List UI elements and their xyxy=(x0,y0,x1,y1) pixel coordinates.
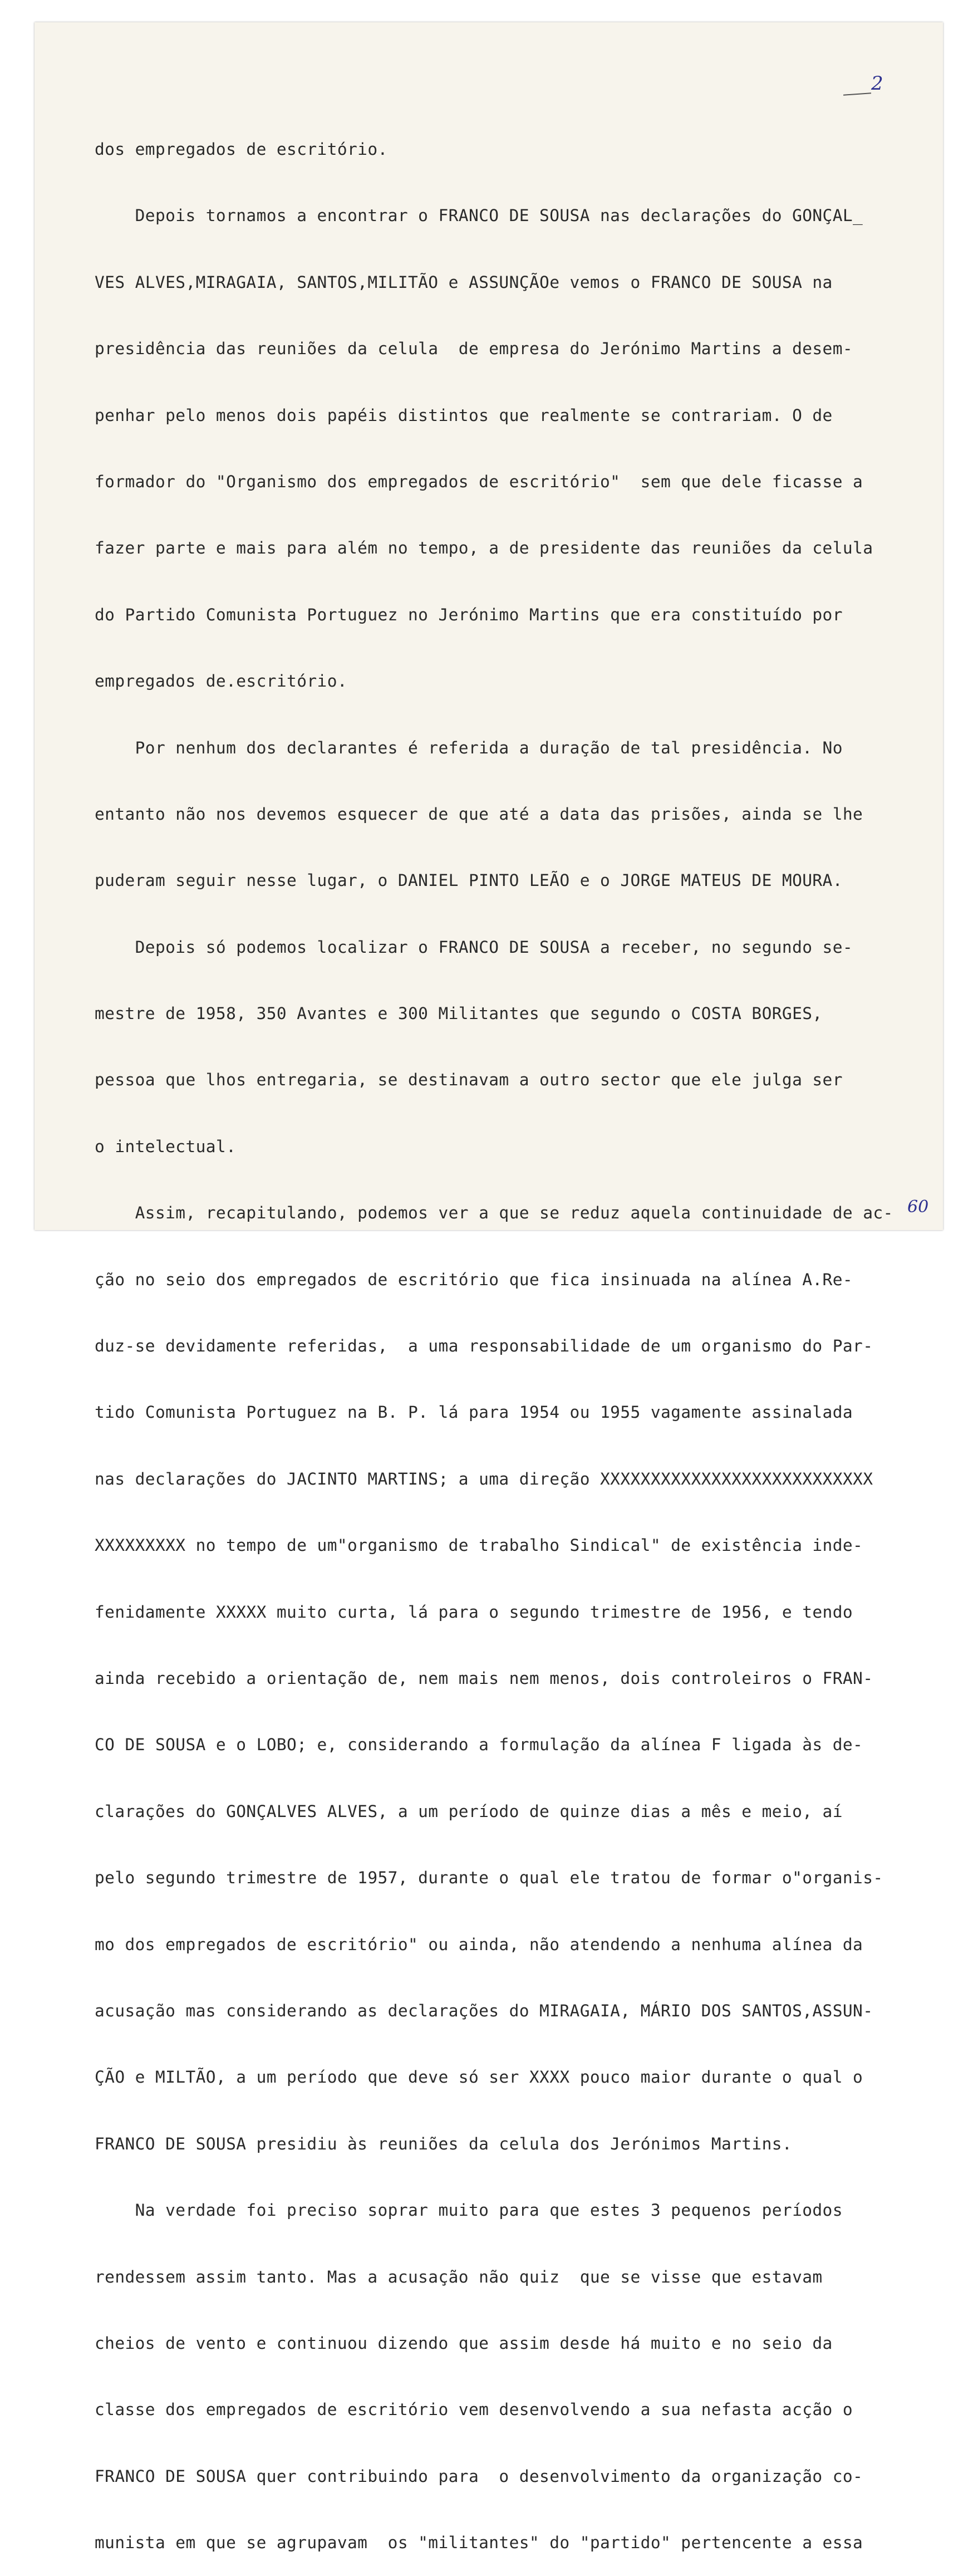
text-line: penhar pelo menos dois papéis distintos que realmente se contrariam. O de xyxy=(95,405,833,425)
text-line: puderam seguir nesse lugar, o DANIEL PINTO LEÃO e o JORGE MATEUS DE MOURA. xyxy=(95,871,843,890)
text-line: FRANCO DE SOUSA presidiu às reuniões da celula dos Jerónimos Martins. xyxy=(95,2134,793,2153)
text-line: ainda recebido a orientação de, nem mais nem menos, dois controleiros o FRAN- xyxy=(95,1668,873,1688)
text-line: ção no seio dos empregados de escritório que fica insinuada na alínea A.Re- xyxy=(95,1270,853,1289)
text-line: FRANCO DE SOUSA quer contribuindo para o desenvolvimento da organização co- xyxy=(95,2466,863,2486)
text-line: clarações do GONÇALVES ALVES, a um período de quinze dias a mês e meio, aí xyxy=(95,1801,843,1821)
text-line: mestre de 1958, 350 Avantes e 300 Militantes que segundo o COSTA BORGES, xyxy=(95,1004,823,1023)
text-line: ÇÃO e MILTÃO, a um período que deve só ser XXXX pouco maior durante o qual o xyxy=(95,2068,863,2087)
text-line: fazer parte e mais para além no tempo, a de presidente das reuniões da celula xyxy=(95,538,873,558)
text-line: Por nenhum dos declarantes é referida a duração de tal presidência. No xyxy=(95,738,843,757)
handwritten-folio-number: 60 xyxy=(907,1197,929,1217)
text-line: dos empregados de escritório. xyxy=(95,140,388,159)
text-line: munista em que se agrupavam os "militantes" do "partido" pertencente a essa xyxy=(95,2533,863,2553)
text-line: pelo segundo trimestre de 1957, durante o qual ele tratou de formar o"organis- xyxy=(95,1868,883,1888)
text-line: cheios de vento e continuou dizendo que assim desde há muito e no seio da xyxy=(95,2333,833,2353)
text-line: presidência das reuniões da celula de empresa do Jerónimo Martins a desem- xyxy=(95,339,853,359)
text-line: tido Comunista Portuguez na B. P. lá para 1954 ou 1955 vagamente assinalada xyxy=(95,1403,853,1422)
text-line: Depois tornamos a encontrar o FRANCO DE SOUSA nas declarações do GONÇAL_ xyxy=(95,206,863,226)
text-line: duz-se devidamente referidas, a uma responsabilidade de um organismo do Par- xyxy=(95,1336,873,1356)
text-line: o intelectual. xyxy=(95,1137,237,1156)
typewritten-body xyxy=(95,97,930,2576)
handwritten-page-number: 2 xyxy=(871,72,883,95)
text-line: do Partido Comunista Portuguez no Jerónimo Martins que era constituído por xyxy=(95,605,843,624)
text-line: classe dos empregados de escritório vem desenvolvendo a sua nefasta acção o xyxy=(95,2400,853,2420)
text-line: XXXXXXXXX no tempo de um"organismo de trabalho Sindical" de existência inde- xyxy=(95,1536,863,1555)
text-line: fenidamente XXXXX muito curta, lá para o segundo trimestre de 1956, e tendo xyxy=(95,1602,853,1622)
text-line: empregados de.escritório. xyxy=(95,672,348,691)
text-line: Assim, recapitulando, podemos ver a que se reduz aquela continuidade de ac- xyxy=(95,1203,893,1223)
text-line: rendessem assim tanto. Mas a acusação não quiz que se visse que estavam xyxy=(95,2267,823,2286)
text-line: Na verdade foi preciso soprar muito para que estes 3 pequenos períodos xyxy=(95,2201,843,2220)
text-line: Depois só podemos localizar o FRANCO DE SOUSA a receber, no segundo se- xyxy=(95,937,853,957)
text-line: acusação mas considerando as declarações do MIRAGAIA, MÁRIO DOS SANTOS,ASSUN- xyxy=(95,2001,873,2020)
text-line: pessoa que lhos entregaria, se destinavam a outro sector que ele julga ser xyxy=(95,1070,843,1090)
text-line: nas declarações do JACINTO MARTINS; a uma direção XXXXXXXXXXXXXXXXXXXXXXXXXXX xyxy=(95,1469,873,1488)
text-line: entanto não nos devemos esquecer de que até a data das prisões, ainda se lhe xyxy=(95,804,863,824)
text-line: VES ALVES,MIRAGAIA, SANTOS,MILITÃO e ASSUNÇÃOe vemos o FRANCO DE SOUSA na xyxy=(95,272,833,292)
text-line: formador do "Organismo dos empregados de escritório" sem que dele ficasse a xyxy=(95,472,863,491)
text-line: mo dos empregados de escritório" ou ainda, não atendendo a nenhuma alínea da xyxy=(95,1935,863,1954)
text-line: CO DE SOUSA e o LOBO; e, considerando a formulação da alínea F ligada às de- xyxy=(95,1735,863,1755)
